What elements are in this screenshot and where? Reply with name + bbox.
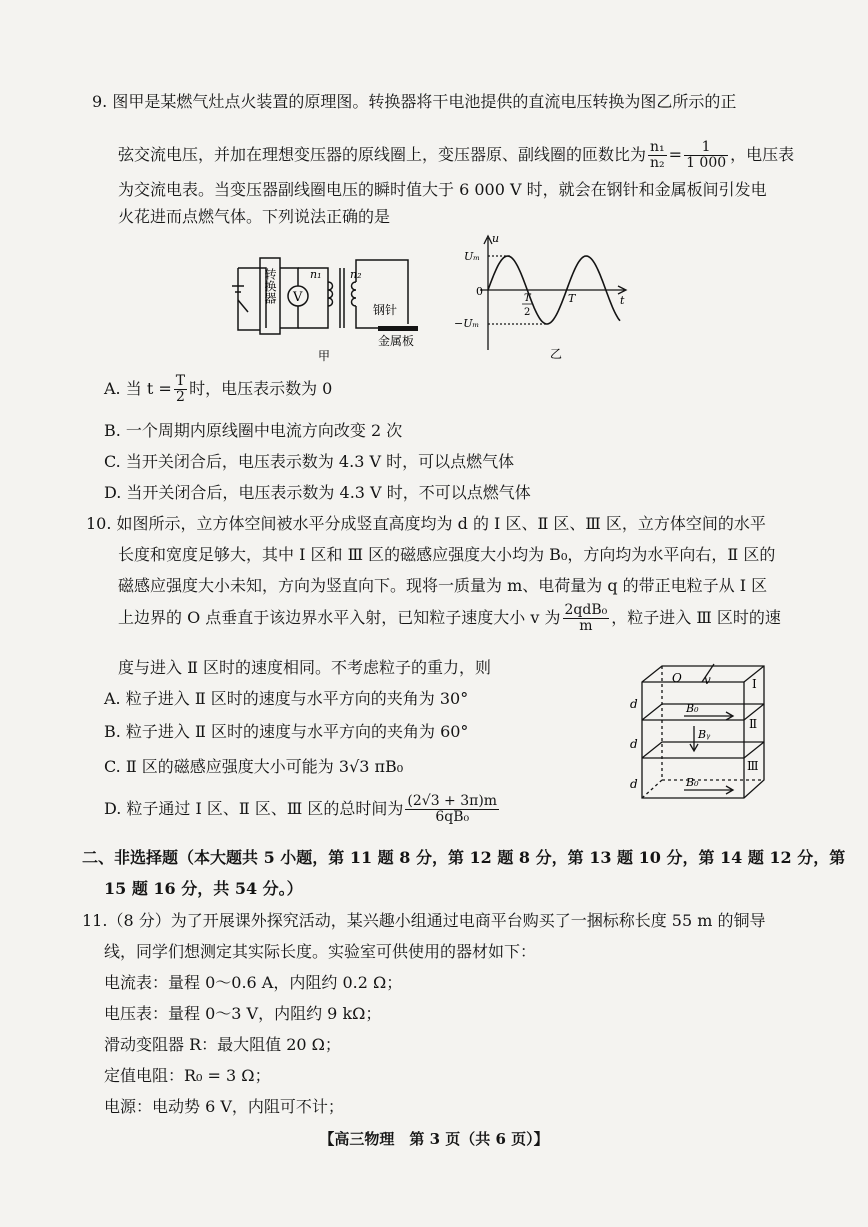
point-o-label: O: [672, 671, 682, 685]
q9-line2-text: 弦交流电压，并加在理想变压器的原线圈上，变压器原、副线圈的匝数比为: [118, 145, 647, 164]
figure-jia-caption: 甲: [318, 349, 331, 363]
q10-option-b[interactable]: B. 粒子进入 Ⅱ 区时的速度与水平方向的夹角为 60°: [104, 722, 469, 741]
voltmeter-label: V: [293, 290, 303, 305]
q9-option-b[interactable]: B. 一个周期内原线圈中电流方向改变 2 次: [104, 421, 403, 440]
q9-line2: 弦交流电压，并加在理想变压器的原线圈上，变压器原、副线圈的匝数比为 $\frac{\text{n₁}}{\text{n₂}}$ = $\frac{1}{1 000}$ ，电压表: [118, 139, 795, 171]
q10-option-d[interactable]: D. 粒子通过 Ⅰ 区、Ⅱ 区、Ⅲ 区的总时间为 $\frac{(2√3 + 3\pi)m}{\text{6qB₀}}$: [104, 793, 498, 825]
q10-line1: 10. 如图所示，立方体空间被水平分成竖直高度均为 d 的 Ⅰ 区、Ⅱ 区、Ⅲ 区，立方体空间的水平: [86, 514, 766, 533]
u-axis-label: u: [492, 232, 500, 245]
turns-ratio-rhs: $\frac{1}{1 000}$: [686, 139, 727, 171]
page-footer: 【高三物理 第 3 页（共 6 页）】: [319, 1130, 549, 1148]
q11-line1: 11.（8 分）为了开展课外探究活动，某兴趣小组通过电商平台购买了一捆标称长度 55 m 的铜导: [82, 911, 766, 930]
figure-jia-ignition-circuit: [228, 238, 428, 363]
half-period-num: T: [524, 293, 531, 304]
plate-label: 金属板: [378, 334, 415, 348]
um-label: Uₘ: [464, 250, 481, 263]
q10-line5: 度与进入 Ⅱ 区时的速度相同。不考虑粒子的重力，则: [118, 658, 492, 677]
period-label: T: [568, 292, 576, 305]
q10-option-a[interactable]: A. 粒子进入 Ⅱ 区时的速度与水平方向的夹角为 30°: [104, 689, 469, 708]
q9-line3: 为交流电表。当变压器副线圈电压的瞬时值大于 6 000 V 时，就会在钢针和金属板间引发电: [118, 180, 767, 199]
region-ii-label: Ⅱ: [749, 717, 758, 731]
figure-cube-fields: [628, 660, 773, 810]
section2-line2: 15 题 16 分，共 54 分。）: [104, 879, 303, 898]
velocity-label: v: [704, 673, 711, 687]
q9-line4: 火花进而点燃气体。下列说法正确的是: [118, 207, 391, 226]
q9-line1: 9. 图甲是某燃气灶点火装置的原理图。转换器将干电池提供的直流电压转换为图乙所示的正: [92, 92, 737, 111]
neg-um-label: −Uₘ: [454, 317, 480, 330]
converter-label: 转换器: [263, 268, 277, 304]
t-axis-label: t: [620, 294, 625, 307]
q11-item-resistor: 定值电阻：R₀ = 3 Ω；: [104, 1066, 271, 1085]
figure-yi-caption: 乙: [550, 347, 563, 361]
needle-label: 钢针: [373, 303, 398, 317]
origin-label: 0: [476, 285, 483, 298]
q9-option-d[interactable]: D. 当开关闭合后，电压表示数为 4.3 V 时，不可以点燃气体: [104, 483, 531, 502]
q10-line4: 上边界的 O 点垂直于该边界水平入射，已知粒子速度大小 v 为 $\frac{\text{2qdB₀}}{m}$ ，粒子进入 Ⅲ 区时的速: [118, 602, 781, 634]
q11-item-voltmeter: 电压表：量程 0～3 V，内阻约 9 kΩ；: [104, 1004, 382, 1023]
b0-top-label: B₀: [686, 702, 699, 715]
q9-option-c[interactable]: C. 当开关闭合后，电压表示数为 4.3 V 时，可以点燃气体: [104, 452, 515, 471]
by-label: Bᵧ: [698, 728, 711, 741]
region-iii-label: Ⅲ: [747, 759, 759, 773]
d-label-2: d: [630, 737, 638, 751]
n2-label: n₂: [350, 268, 362, 281]
d-label-1: d: [630, 697, 638, 711]
figure-yi-sine-wave: [450, 232, 635, 362]
q9-option-a[interactable]: A. 当 t = $\frac{T}{2}$ 时，电压表示数为 0: [104, 373, 333, 405]
q11-item-ammeter: 电流表：量程 0～0.6 A，内阻约 0.2 Ω；: [104, 973, 403, 992]
region-i-label: Ⅰ: [752, 677, 757, 691]
d-label-3: d: [630, 777, 638, 791]
q11-line2: 线，同学们想测定其实际长度。实验室可供使用的器材如下：: [104, 942, 537, 961]
q10-option-c[interactable]: C. Ⅱ 区的磁感应强度大小可能为 3√3 πB₀: [104, 757, 404, 776]
b0-bottom-label: B₀: [686, 776, 699, 789]
section2-line1: 二、非选择题（本大题共 5 小题，第 11 题 8 分，第 12 题 8 分，第 13 题 10 分，第 14 题 12 分，第: [82, 848, 846, 867]
q10-line2: 长度和宽度足够大，其中 Ⅰ 区和 Ⅲ 区的磁感应强度大小均为 B₀，方向均为水平向右，Ⅱ 区的: [118, 545, 776, 564]
q11-item-rheostat: 滑动变阻器 R：最大阻值 20 Ω；: [104, 1035, 341, 1054]
half-period-den: 2: [524, 307, 531, 318]
turns-ratio-lhs: $\frac{\text{n₁}}{\text{n₂}}$: [650, 139, 665, 171]
q11-item-source: 电源：电动势 6 V，内阻可不计；: [104, 1097, 344, 1116]
q10-line3: 磁感应强度大小未知，方向为竖直向下。现将一质量为 m、电荷量为 q 的带正电粒子从 Ⅰ 区: [118, 576, 768, 595]
n1-label: n₁: [310, 268, 322, 281]
